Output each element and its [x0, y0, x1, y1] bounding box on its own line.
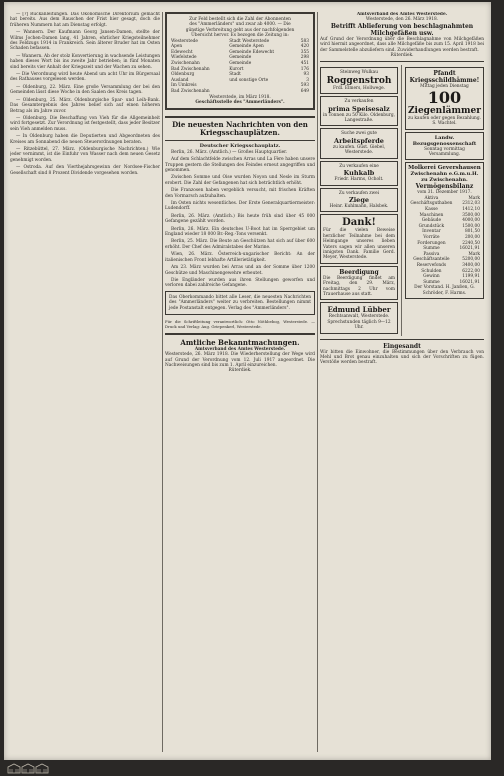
ad-detail: in Tonnen zu 50 Kilo. Oldenburg, Langestraße.	[323, 112, 395, 124]
table-cell: 16021,91	[459, 279, 480, 285]
news-paragraph: Berlin, 26. März. (Amtlich.) — Großes Hauptquartier.	[171, 149, 288, 155]
table-cell: 176	[300, 66, 309, 72]
table-cell: 3	[306, 77, 309, 83]
publisher-box-text: Das Oberkommando bittet alle Leser, die neuesten Nachrichten des "Ammerländers" weiter zu verbreiten. Bestellungen nimmt jede Postanstalt entgegen. Verlag des "Ammerländers".	[169, 294, 311, 311]
table-cell: Gemeinde Edewecht	[229, 49, 275, 55]
news-paragraph: Berlin, 26. März. Ein deutsches U-Boot hat im Sperrgebiet um England wieder 18 000 Br.-Reg.-Tons versenkt.	[165, 226, 315, 238]
dairy-sub: Zwischenahn e.G.m.u.H. zu Zwischenahn.	[410, 171, 479, 184]
table-cell: 1500,00	[462, 223, 480, 229]
news-paragraph: Auf dem Schlachtfelde zwischen Arras und La Fère haben unsere Truppen gestern die Stellungen des Feindes erneut angegriffen und genommen.	[165, 157, 315, 173]
news-paragraph: — [?] Rückanleitungen. Das Ökonomische Direktorium gemacht hat bereits. Aus dem Rauschen der Frist hier gesagt, doch die früheren Nummern hat am Dienstag erfolgt.	[10, 12, 160, 28]
notice-line: günstige Verbreitung geht aus der nachfolgenden	[185, 27, 295, 33]
ad-top: Suche zwei gute	[341, 131, 377, 137]
war-notice-sub: Mittag jeden Dienstag	[420, 84, 469, 90]
column-news	[165, 12, 315, 752]
news-paragraph: Berlin, 25. März. Die Beute an Geschützen hat sich auf über 600 erhöht. Der Chef des Admiralstabes der Marine.	[165, 239, 315, 250]
table-cell: Inventar	[422, 229, 441, 235]
table-cell: Vorräte	[423, 235, 440, 241]
news-paragraph: — Ostroda. Auf den Vierthejahrsgewinn der Nordsee-Fischer Gesellschaft sind 8 Prozent Dividende vorgesehen worden.	[10, 165, 160, 176]
news-paragraph: — In Oldenburg haben die Deputierten und Abgeordneten des Kreises am Sonnabend die neuen Steuerordnungen beraten.	[10, 134, 160, 145]
official-sign: Rüterdiek.	[228, 368, 252, 374]
notice-line: Übersicht hervor. Es bezogen die Zeitung in:	[191, 33, 289, 39]
lawyer-detail: Rechtsanwalt, Westerstede. Sprechstunden täglich 9—12 Uhr.	[327, 314, 391, 331]
war-notice-title: Pfandt Kriegsschildhämme!	[409, 70, 480, 85]
table-cell: und sonstige Orte	[229, 77, 269, 83]
table-cell: Kasse	[425, 207, 438, 213]
ads-right-column	[405, 65, 484, 335]
table-cell: Gebäude	[421, 218, 442, 224]
official-heading: Amtliche Bekanntmachungen.	[180, 337, 300, 347]
divider	[165, 116, 315, 118]
column-divider	[317, 12, 318, 752]
divider	[320, 61, 484, 62]
news-paragraph: Wien, 26. März. Österreich-ungarischer Bericht: An der italienischen Front lebhafte Artillerietätigkeit.	[165, 252, 315, 263]
table-cell: 1199,91	[462, 274, 480, 280]
ad-detail: zu kaufen. Gust. Giebel, Westerstede.	[332, 144, 386, 156]
table-cell: Gewinn	[423, 274, 440, 280]
official-text: Westerstede, 26. März 1918. Die Wiederherstellung der Wege wird auf Grund der Verordnung vom 12. Juli 1917 angeordnet. Die Nachweisungen sind bis zum 1. April einzureichen.	[165, 352, 315, 368]
news-paragraph: Die Franzosen haben vergeblich versucht, mit frischen Kräften den Vormarsch aufzuhalten.	[165, 188, 315, 199]
ads-title: Betrifft Ablieferung von beschlagnahmten Milchgefäßen usw.	[330, 22, 474, 37]
table-cell: 5200,00	[462, 257, 480, 263]
lawyer-ad	[320, 302, 398, 333]
table-cell: Mark	[468, 251, 480, 257]
column-local-news	[10, 12, 160, 752]
classified-ad	[320, 96, 398, 126]
notice-text	[170, 17, 310, 39]
table-cell: 583	[300, 38, 309, 44]
news-text	[165, 150, 315, 289]
thanks-title: Dank!	[342, 217, 376, 229]
table-cell: 200,00	[464, 235, 480, 241]
table-row	[408, 263, 481, 269]
table-cell: Summe	[423, 246, 440, 252]
ad-headline: Kuhkalb	[343, 169, 375, 178]
table-cell: Gemeinde	[229, 61, 252, 66]
news-paragraph: Am 23. März wurden bei Arras und an der Somme über 1200 Geschütze und Maschinengewehre erbeutet.	[165, 265, 315, 276]
table-cell: Passiva	[423, 251, 440, 257]
news-paragraph: Im Osten nichts wesentliches. Der Erste Generalquartiermeister: Ludendorff.	[165, 201, 315, 212]
table-cell: 451	[300, 61, 309, 66]
balance-table	[408, 196, 481, 286]
dairy-ad	[405, 162, 484, 299]
news-paragraph: — Oldenburg, 25. März. Oldenburgische Spar- und Leih-Bank. Das Gesamtergebnis des Jahres belief sich auf einen höheren Betrag als im Jahre zuvor.	[10, 97, 160, 114]
table-cell: Wiefelstede	[171, 55, 197, 61]
notice-signature: Geschäftsstelle des "Ammerländers".	[195, 99, 285, 105]
big-number: 100	[427, 87, 462, 107]
classified-ad	[320, 188, 398, 213]
ad-headline: Arbeitspferde	[334, 136, 384, 145]
table-cell: 801,50	[464, 229, 480, 235]
publisher-box	[165, 291, 315, 315]
shop-sub: Sonntag vormittag Versammlung.	[424, 146, 465, 158]
big-word: Ziegenlämmer	[407, 105, 481, 116]
news-paragraph: — Ritzebüttel, 27. März. (Oldenburgische Nachrichten.) Wie jeder vernimmt, ist die Einfuhr von Wasser nach dem neuen Gesetz genehmigt worden.	[10, 146, 160, 163]
table-cell: Edewecht	[171, 49, 193, 55]
table-cell: Summe	[423, 279, 440, 285]
dairy-title: Molkerei Gevershausen	[408, 165, 481, 172]
table-cell: 355	[300, 49, 309, 55]
newspaper-page	[4, 2, 491, 760]
letters-text: Wir bitten die Einwohner, die Bestimmungen über den Verbrauch von Mehl und Brot genau einzuhalten und sich der Vorschriften zu fügen. Verstöße werden bestraft.	[320, 349, 484, 366]
war-notice-box	[405, 67, 484, 129]
big-sub: zu kaufen oder gegen Bezahlung. S. Wachtel.	[408, 115, 481, 127]
news-paragraph: — Die Verordnung wird heute Abend um acht Uhr im Bürgersaal des Rathauses vorgelesen werden.	[10, 72, 160, 83]
ad-headline: Ziege	[348, 195, 369, 204]
balance-date: vom 31. Dezember 1917.	[417, 190, 472, 196]
table-cell: Stadt	[229, 72, 241, 78]
divider	[165, 140, 315, 141]
table-cell: Stadt Westerstede	[229, 38, 270, 44]
table-cell: Gemeinde	[229, 55, 252, 61]
news-paragraph: — Wannern. Der Kaufmann Georg Jansen-Damen, stellte der Wilms Jochen-Damen lang, 41 Jahren, ehrlicher Kriegsteilnehmer des Feldzugs 1914 in Frankreich. Sein älterer Bruder hat im Osten Schaden befassen.	[10, 30, 160, 52]
thanks-text: Für die vielen Beweise herzlicher Teilnahme bei dem Heimgange unseres lieben Vaters sagen wir allen unseren innigsten Dank. Familie Gerd. Meyer, Westerstede.	[323, 228, 395, 261]
news-paragraph: Die Engländer wurden aus ihren Stellungen geworfen und verloren dabei zahlreiche Gefangene.	[165, 277, 315, 289]
local-news-text	[10, 12, 160, 176]
table-cell: 4000,00	[462, 218, 480, 224]
ad-top: Zu verkaufen eine	[339, 163, 379, 169]
notice-line: des "Ammerländers" und zwar ab 4000. — Die	[189, 22, 291, 28]
news-heading: Die neuesten Nachrichten von den Kriegsschauplätzen.	[172, 120, 308, 138]
table-cell: Aktiva	[424, 195, 439, 201]
table-cell: Ausland	[171, 77, 189, 83]
table-cell: Schulden	[421, 268, 442, 274]
table-cell: 3500,00	[462, 212, 480, 218]
ad-detail: Heinr. Kuhlmann, Halsbek.	[329, 203, 389, 209]
table-cell: 16021,91	[459, 246, 480, 252]
table-cell: Gemeinde Apen	[229, 44, 264, 50]
funeral-ad	[320, 266, 398, 301]
table-cell: Geschäftsanteile	[413, 257, 450, 263]
ad-headline: Roggenstroh	[326, 75, 392, 86]
table-cell: Grundstück	[418, 223, 445, 229]
table-cell: 93	[303, 72, 309, 78]
table-cell: Mark	[468, 195, 480, 201]
letters-heading: Eingesandt	[383, 342, 421, 350]
table-cell: 649	[300, 88, 309, 94]
scan-background	[0, 760, 504, 776]
table-cell: Im Umkreis	[171, 83, 197, 89]
news-paragraph: — Oldenburg. Die Beschaffung von Vieh für die Allgemeinheit wird fortgesetzt. Zur Verordnung ist festgestellt, dass jeder Besitzer sein Vieh anmelden muss.	[10, 115, 160, 132]
table-cell: Geschäftsguthaben	[410, 201, 453, 207]
balance-title: Vermögensbilanz	[415, 183, 474, 191]
ad-detail: Frdl. Elmers, Hollwege.	[333, 85, 385, 91]
news-paragraph: Berlin, 26. März. (Amtlich.) Bis heute früh sind über 45 000 Gefangene gezählt worden.	[165, 213, 315, 225]
table-cell: Kurort	[229, 66, 244, 72]
balance-sign: Der Vorstand. H. Janßen, G. Schröder, F. Harms.	[414, 285, 475, 296]
table-cell: 1412,10	[462, 207, 480, 213]
ad-headline: prima Speisesalz	[328, 104, 390, 113]
table-cell: Bad Zwischenahn	[171, 88, 210, 94]
official-subheading: Amtsverband des Amtes Westerstede.	[194, 346, 286, 352]
table-cell: Bad Zwischenahn	[171, 66, 210, 72]
table-cell: 593	[300, 83, 309, 89]
table-cell: 6222,00	[462, 268, 480, 274]
classified-ad	[320, 161, 398, 186]
ads-text: Auf Grund der Verordnung über die Beschlagnahme von Milchgefäßen wird hiermit angeordnet, dass alle Milchgefäße bis zum 15. April 1918 bei der Sammelstelle abzuliefern sind. Zuwiderhandlungen werden bestraft.	[320, 36, 484, 53]
ad-top: Zu verkaufen zwei	[338, 190, 380, 196]
funeral-title: Beerdigung	[339, 268, 379, 276]
notice-line: Zur Feld bestellt sich die Zahl der Abonnenten	[189, 17, 291, 22]
ads-divider	[401, 65, 402, 335]
divider	[320, 339, 484, 340]
ad-detail: Friedr. Harms, Ocholt.	[334, 177, 384, 183]
table-cell: Apen	[171, 44, 183, 50]
table-cell: Oldenburg	[171, 72, 195, 78]
notice-footer: Westerstede, im März 1918.	[209, 94, 271, 100]
table-cell: Forderungen	[417, 240, 446, 246]
column-ads	[320, 12, 484, 752]
classified-ad	[320, 67, 398, 94]
ads-heading: Amtsverband des Amtes Westerstede.	[356, 12, 448, 17]
table-cell: 298	[300, 55, 309, 61]
imprint: Für die Schriftleitung verantwortlich: Otto Nöthbebog, Westerstede. — Druck und Verlag: Aug. Griepenkerl, Westerstede.	[165, 318, 315, 330]
column-divider	[162, 12, 163, 752]
shop-title: Landw. Bezugsgenossenschaft	[412, 134, 477, 147]
thanks-ad	[320, 214, 398, 263]
news-subheading: Deutscher Kriegsschauplatz.	[199, 143, 281, 150]
ad-top: Zu verkaufen	[344, 99, 374, 105]
funeral-text: Die Beerdigung findet am Freitag, den 29. März, nachmittags 2 Uhr vom Trauerhause aus statt.	[323, 275, 395, 297]
table-cell: 3400,00	[462, 263, 480, 268]
subscriber-notice	[165, 12, 315, 110]
ads-date: Westerstede, den 26. März 1918.	[365, 17, 439, 23]
table-cell: 420	[300, 44, 309, 50]
news-paragraph: — Oldenburg, 22. März. Eine große Versammlung der bei den Gemeinden lässt diese Woche in den Saalen des Kreis tagen.	[10, 84, 160, 96]
table-cell: Zwischenahn	[171, 61, 200, 66]
shop-ad	[405, 132, 484, 161]
table-cell: Westerstede	[171, 38, 198, 44]
news-paragraph: — Wannern. Ab der stolz Konvertierung in wachsende Leistungen haben dieses Wort bis ins zweite Jahr betrieben; in fünf Monaten sind bereits vier Anhalt der Kriegszeit und der Wachen zu sehen.	[10, 53, 160, 70]
library-logo-icon	[6, 762, 50, 774]
subscriber-table	[170, 39, 310, 95]
classified-ad	[320, 128, 398, 158]
ad-top: Steinweg Wulkau	[339, 70, 378, 76]
divider	[165, 333, 315, 335]
table-cell: Maschinen	[419, 212, 444, 218]
ads-left-column	[320, 65, 398, 335]
lawyer-name: Edmund Lübber	[327, 305, 391, 315]
table-cell: 2240,50	[462, 240, 480, 246]
table-cell: Reservefonds	[416, 263, 447, 268]
ads-sign: Rüterdiek.	[390, 53, 414, 59]
table-cell: 2312,03	[462, 201, 480, 207]
ads-grid	[320, 65, 484, 335]
news-paragraph: Zwischen Somme und Oise wurden Noyon und Nesle im Sturm erobert. Die Zahl der Gefangenen hat sich beträchtlich erhöht.	[165, 175, 315, 186]
